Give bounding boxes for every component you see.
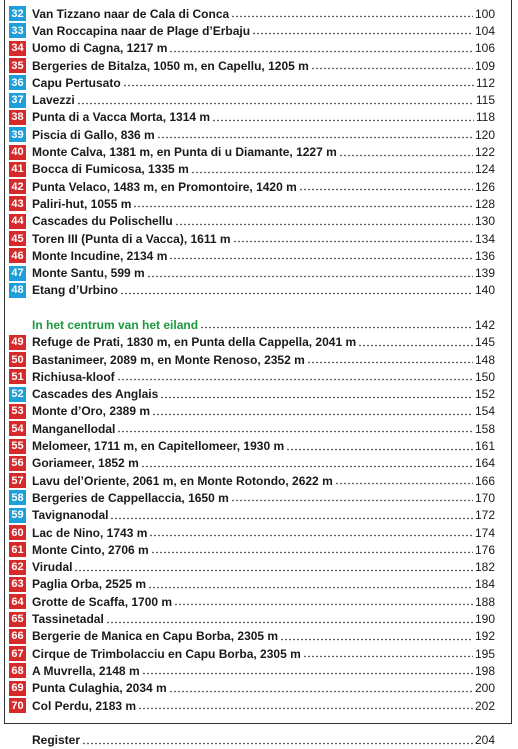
route-number-badge: 47 bbox=[9, 266, 26, 281]
dot-leader bbox=[82, 742, 473, 745]
entry-page-number: 188 bbox=[474, 594, 495, 609]
entry-title: Paliri-hut, 1055 m bbox=[32, 196, 132, 211]
entry-title: Cascades du Polischellu bbox=[32, 214, 173, 229]
entry-title: Monte Cinto, 2706 m bbox=[32, 542, 149, 557]
route-number-badge: 42 bbox=[9, 179, 26, 194]
toc-entry[interactable] bbox=[9, 593, 495, 610]
dot-leader bbox=[280, 638, 473, 641]
entry-title: Manganellodal bbox=[32, 421, 116, 436]
route-number-badge: 38 bbox=[9, 110, 26, 125]
toc-entry[interactable] bbox=[9, 576, 495, 593]
entry-title: Paglia Orba, 2525 m bbox=[32, 577, 147, 592]
entry-page-number: 106 bbox=[474, 41, 495, 56]
entry-page-number: 184 bbox=[474, 577, 495, 592]
route-number-badge: 49 bbox=[9, 335, 26, 350]
entry-title: Piscia di Gallo, 836 m bbox=[32, 127, 155, 142]
dot-leader bbox=[339, 154, 473, 157]
route-number-badge: 46 bbox=[9, 248, 26, 263]
dot-leader bbox=[307, 361, 473, 364]
entry-page-number: 126 bbox=[474, 179, 495, 194]
dot-leader bbox=[358, 344, 473, 347]
entry-title: Capu Pertusato bbox=[32, 75, 121, 90]
entry-title: Lavu del’Oriente, 2061 m, en Monte Rotondo, 2622 m bbox=[32, 473, 333, 488]
dot-leader bbox=[335, 482, 473, 485]
toc-entry[interactable] bbox=[9, 680, 495, 697]
toc-entry[interactable] bbox=[9, 524, 495, 541]
toc-entry[interactable] bbox=[9, 178, 495, 195]
spacer bbox=[9, 299, 495, 316]
entry-page-number: 145 bbox=[474, 335, 495, 350]
dot-leader bbox=[157, 136, 473, 139]
toc-entry[interactable] bbox=[9, 610, 495, 627]
entry-title: Grotte de Scaffa, 1700 m bbox=[32, 594, 173, 609]
route-number-badge: 37 bbox=[9, 93, 26, 108]
dot-leader bbox=[303, 655, 473, 658]
entry-page-number: 198 bbox=[474, 663, 495, 678]
dot-leader bbox=[147, 275, 473, 278]
dot-leader bbox=[252, 32, 473, 35]
route-number-badge: 55 bbox=[9, 439, 26, 454]
dot-leader bbox=[152, 413, 473, 416]
route-number-badge: 35 bbox=[9, 58, 26, 73]
dot-leader bbox=[106, 621, 473, 624]
dot-leader bbox=[231, 15, 473, 18]
toc-register[interactable] bbox=[9, 731, 495, 748]
toc-entry[interactable] bbox=[9, 143, 495, 160]
dot-leader bbox=[233, 240, 473, 243]
dot-leader bbox=[110, 517, 473, 520]
dot-leader bbox=[74, 569, 473, 572]
entry-title: Van Tizzano naar de Cala di Conca bbox=[32, 6, 230, 21]
toc-entry[interactable] bbox=[9, 628, 495, 645]
dot-leader bbox=[141, 465, 473, 468]
entry-title: Cascades des Anglais bbox=[32, 387, 159, 402]
route-number-badge: 60 bbox=[9, 525, 26, 540]
table-of-contents bbox=[9, 5, 495, 749]
dot-leader bbox=[120, 292, 473, 295]
dot-leader bbox=[200, 326, 473, 329]
entry-title: Monte Santu, 599 m bbox=[32, 266, 145, 281]
entry-title: Lavezzi bbox=[32, 93, 75, 108]
dot-leader bbox=[149, 534, 473, 537]
toc-entry[interactable] bbox=[9, 455, 495, 472]
entry-title: Punta Culaghia, 2034 m bbox=[32, 681, 167, 696]
section-title: In het centrum van het eiland bbox=[32, 317, 199, 332]
toc-group-south bbox=[9, 5, 495, 299]
toc-entry[interactable] bbox=[9, 697, 495, 714]
entry-title: Van Roccapina naar de Plage d’Erbaju bbox=[32, 23, 251, 38]
route-number-badge: 32 bbox=[9, 6, 26, 21]
route-number-badge: 56 bbox=[9, 456, 26, 471]
entry-title: Lac de Nino, 1743 m bbox=[32, 525, 148, 540]
entry-title: Virudal bbox=[32, 560, 73, 575]
dot-leader bbox=[311, 67, 473, 70]
route-number-badge: 45 bbox=[9, 231, 26, 246]
entry-title: Bergeries de Bitalza, 1050 m, en Capellu, 1205 m bbox=[32, 58, 309, 73]
entry-page-number: 152 bbox=[474, 387, 495, 402]
entry-title: Uomo di Cagna, 1217 m bbox=[32, 41, 168, 56]
entry-page-number: 130 bbox=[474, 214, 495, 229]
dot-leader bbox=[138, 707, 473, 710]
dot-leader bbox=[169, 690, 473, 693]
entry-title: Toren III (Punta di a Vacca), 1611 m bbox=[32, 231, 231, 246]
entry-page-number: 118 bbox=[475, 110, 495, 125]
entry-title: Tassinetadal bbox=[32, 612, 104, 627]
route-number-badge: 52 bbox=[9, 387, 26, 402]
toc-entry[interactable] bbox=[9, 645, 495, 662]
toc-entry[interactable] bbox=[9, 386, 495, 403]
dot-leader bbox=[77, 102, 474, 105]
route-number-badge: 48 bbox=[9, 283, 26, 298]
dot-leader bbox=[117, 378, 473, 381]
entry-page-number: 115 bbox=[475, 93, 495, 108]
dot-leader bbox=[174, 603, 473, 606]
toc-entry[interactable] bbox=[9, 559, 495, 576]
entry-page-number: 134 bbox=[474, 231, 495, 246]
entry-page-number: 112 bbox=[475, 75, 495, 90]
toc-entry[interactable] bbox=[9, 489, 495, 506]
route-number-badge: 36 bbox=[9, 75, 26, 90]
toc-entry[interactable] bbox=[9, 5, 495, 22]
route-number-badge: 62 bbox=[9, 560, 26, 575]
dot-leader bbox=[133, 205, 473, 208]
toc-entry[interactable] bbox=[9, 247, 495, 264]
entry-title: Punta di a Vacca Morta, 1314 m bbox=[32, 110, 211, 125]
toc-entry[interactable] bbox=[9, 264, 495, 281]
dot-leader bbox=[212, 119, 474, 122]
toc-entry[interactable] bbox=[9, 213, 495, 230]
register-title: Register bbox=[32, 733, 81, 748]
route-number-badge: 63 bbox=[9, 577, 26, 592]
toc-entry[interactable] bbox=[9, 109, 495, 126]
dot-leader bbox=[169, 257, 473, 260]
entry-page-number: 195 bbox=[474, 646, 495, 661]
route-number-badge: 57 bbox=[9, 473, 26, 488]
toc-group-centre bbox=[9, 334, 495, 715]
entry-page-number: 164 bbox=[474, 456, 495, 471]
entry-page-number: 202 bbox=[474, 698, 495, 713]
route-number-badge: 66 bbox=[9, 629, 26, 644]
route-number-badge: 53 bbox=[9, 404, 26, 419]
route-number-badge: 64 bbox=[9, 594, 26, 609]
dot-leader bbox=[286, 448, 473, 451]
route-number-badge: 54 bbox=[9, 421, 26, 436]
dot-leader bbox=[231, 499, 473, 502]
entry-title: Richiusa-kloof bbox=[32, 369, 115, 384]
entry-title: Refuge de Prati, 1830 m, en Punta della Cappella, 2041 m bbox=[32, 335, 357, 350]
toc-entry[interactable] bbox=[9, 161, 495, 178]
entry-title: Bocca di Fumicosa, 1335 m bbox=[32, 162, 189, 177]
route-number-badge: 65 bbox=[9, 612, 26, 627]
entry-title: Col Perdu, 2183 m bbox=[32, 698, 137, 713]
entry-page-number: 104 bbox=[474, 23, 495, 38]
entry-page-number: 139 bbox=[474, 266, 495, 281]
toc-entry[interactable] bbox=[9, 40, 495, 57]
entry-page-number: 172 bbox=[474, 508, 495, 523]
register-page-number: 204 bbox=[474, 733, 495, 748]
toc-entry[interactable] bbox=[9, 403, 495, 420]
entry-page-number: 124 bbox=[474, 162, 495, 177]
entry-title: Punta Velaco, 1483 m, en Promontoire, 1420 m bbox=[32, 179, 297, 194]
toc-entry[interactable] bbox=[9, 472, 495, 489]
entry-page-number: 148 bbox=[474, 352, 495, 367]
route-number-badge: 33 bbox=[9, 23, 26, 38]
section-page-number: 142 bbox=[474, 317, 495, 332]
entry-page-number: 140 bbox=[474, 283, 495, 298]
entry-title: Monte Calva, 1381 m, en Punta di u Diamante, 1227 m bbox=[32, 145, 337, 160]
toc-entry[interactable] bbox=[9, 368, 495, 385]
toc-entry[interactable] bbox=[9, 541, 495, 558]
entry-title: Monte Incudine, 2134 m bbox=[32, 248, 168, 263]
toc-entry[interactable] bbox=[9, 230, 495, 247]
toc-entry[interactable] bbox=[9, 437, 495, 454]
toc-entry[interactable] bbox=[9, 57, 495, 74]
entry-title: Melomeer, 1711 m, en Capitellomeer, 1930 m bbox=[32, 439, 285, 454]
entry-title: Bergerie de Manica en Capu Borba, 2305 m bbox=[32, 629, 279, 644]
toc-section-heading[interactable] bbox=[9, 316, 495, 333]
route-number-badge: 68 bbox=[9, 663, 26, 678]
entry-title: Etang d’Urbino bbox=[32, 283, 118, 298]
route-number-badge: 67 bbox=[9, 646, 26, 661]
route-number-badge: 41 bbox=[9, 162, 26, 177]
dot-leader bbox=[175, 223, 473, 226]
route-number-badge: 51 bbox=[9, 369, 26, 384]
dot-leader bbox=[117, 430, 473, 433]
spacer bbox=[9, 714, 495, 731]
toc-entry[interactable] bbox=[9, 351, 495, 368]
dot-leader bbox=[191, 171, 473, 174]
dot-leader bbox=[169, 50, 473, 53]
toc-entry[interactable] bbox=[9, 662, 495, 679]
entry-title: Goriameer, 1852 m bbox=[32, 456, 139, 471]
entry-title: Cirque de Trimbolacciu en Capu Borba, 2305 m bbox=[32, 646, 301, 661]
route-number-badge: 39 bbox=[9, 127, 26, 142]
entry-page-number: 109 bbox=[474, 58, 495, 73]
dot-leader bbox=[123, 84, 474, 87]
toc-entry[interactable] bbox=[9, 126, 495, 143]
entry-title: Tavignanodal bbox=[32, 508, 109, 523]
toc-entry[interactable] bbox=[9, 507, 495, 524]
entry-page-number: 158 bbox=[474, 421, 495, 436]
route-number-badge: 58 bbox=[9, 490, 26, 505]
entry-page-number: 166 bbox=[474, 473, 495, 488]
dot-leader bbox=[160, 396, 473, 399]
route-number-badge: 70 bbox=[9, 698, 26, 713]
entry-page-number: 170 bbox=[474, 490, 495, 505]
entry-page-number: 100 bbox=[474, 6, 495, 21]
dot-leader bbox=[151, 551, 473, 554]
entry-page-number: 128 bbox=[474, 196, 495, 211]
entry-page-number: 161 bbox=[474, 439, 495, 454]
entry-title: Bastanimeer, 2089 m, en Monte Renoso, 2352 m bbox=[32, 352, 305, 367]
entry-title: A Muvrella, 2148 m bbox=[32, 663, 140, 678]
route-number-badge: 44 bbox=[9, 214, 26, 229]
route-number-badge: 61 bbox=[9, 542, 26, 557]
entry-page-number: 154 bbox=[474, 404, 495, 419]
entry-page-number: 176 bbox=[474, 542, 495, 557]
toc-entry[interactable] bbox=[9, 74, 495, 91]
toc-entry[interactable] bbox=[9, 195, 495, 212]
entry-page-number: 182 bbox=[474, 560, 495, 575]
route-number-badge: 40 bbox=[9, 145, 26, 160]
dot-leader bbox=[148, 586, 473, 589]
dot-leader bbox=[299, 188, 473, 191]
entry-page-number: 200 bbox=[474, 681, 495, 696]
route-number-badge: 34 bbox=[9, 41, 26, 56]
route-number-badge: 50 bbox=[9, 352, 26, 367]
route-number-badge: 69 bbox=[9, 681, 26, 696]
toc-entry[interactable] bbox=[9, 420, 495, 437]
toc-entry[interactable] bbox=[9, 282, 495, 299]
entry-title: Bergeries de Cappellaccia, 1650 m bbox=[32, 490, 229, 505]
toc-entry[interactable] bbox=[9, 22, 495, 39]
entry-page-number: 122 bbox=[474, 145, 495, 160]
entry-page-number: 192 bbox=[474, 629, 495, 644]
entry-page-number: 120 bbox=[474, 127, 495, 142]
dot-leader bbox=[142, 672, 473, 675]
toc-entry[interactable] bbox=[9, 334, 495, 351]
route-number-badge: 43 bbox=[9, 196, 26, 211]
entry-page-number: 190 bbox=[474, 612, 495, 627]
toc-entry[interactable] bbox=[9, 91, 495, 108]
entry-page-number: 174 bbox=[474, 525, 495, 540]
entry-page-number: 150 bbox=[474, 369, 495, 384]
route-number-badge: 59 bbox=[9, 508, 26, 523]
entry-page-number: 136 bbox=[474, 248, 495, 263]
entry-title: Monte d’Oro, 2389 m bbox=[32, 404, 151, 419]
